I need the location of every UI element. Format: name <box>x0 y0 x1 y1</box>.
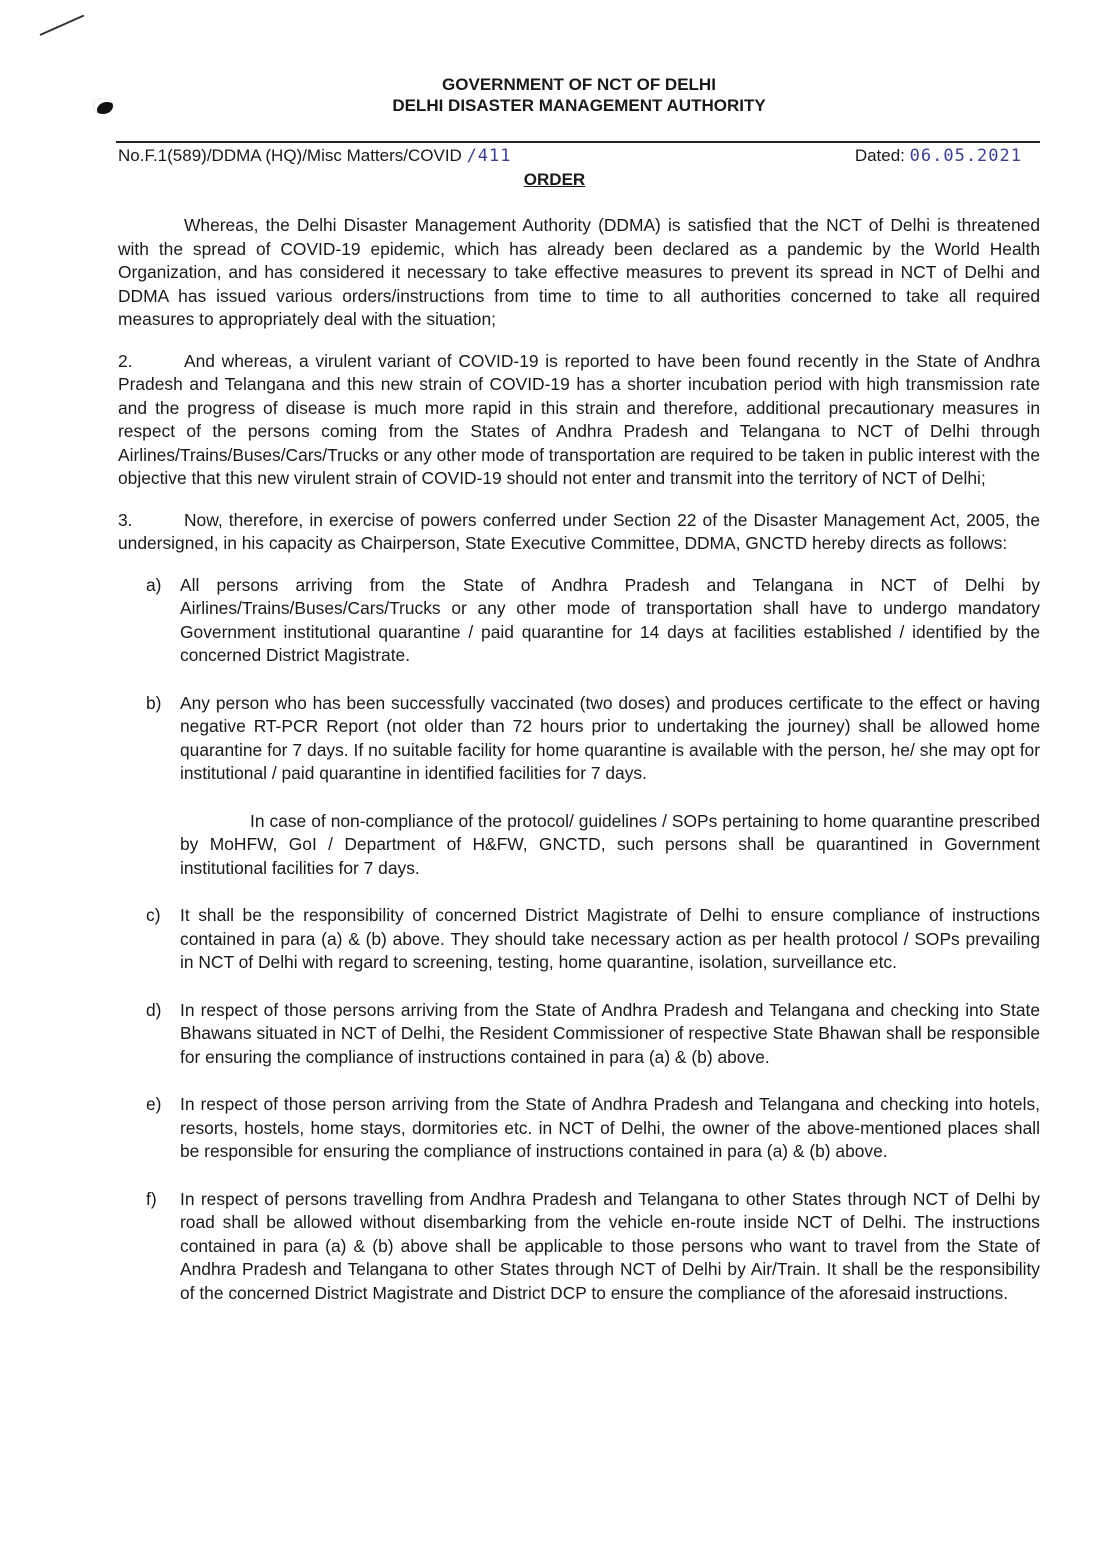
item-text: All persons arriving from the State of Andhra Pradesh and Telangana in NCT of Delhi by Airlines/Trains/Buses/Cars/Trucks or any other mode of transportation shall have to undergo mandatory Government institutional quarantine / paid quarantine for 14 days at facilities established / identified by the concerned District Magistrate. <box>180 574 1040 665</box>
paragraph-2 <box>118 350 1040 491</box>
handwritten-number: /411 <box>466 146 512 166</box>
list-item <box>118 1093 1040 1164</box>
item-text: It shall be the responsibility of concerned District Magistrate of Delhi to ensure compliance of instructions contained in para (a) & (b) above. They should take necessary action as per health protocol / SOPs prevailing in NCT of Delhi with regard to screening, testing, home quarantine, isolation, surveillance etc. <box>180 905 1040 972</box>
dated-label: Dated: <box>854 146 905 165</box>
header-divider <box>116 141 1040 143</box>
punch-hole-icon <box>93 98 113 114</box>
item-label: d) <box>146 999 162 1020</box>
list-item <box>118 574 1040 668</box>
list-item <box>118 904 1040 975</box>
paragraph-3-number: 3. <box>118 509 133 530</box>
letterhead <box>118 74 1040 116</box>
government-title: GOVERNMENT OF NCT OF DELHI <box>442 75 716 94</box>
paragraph-3-text: Now, therefore, in exercise of powers conferred under Section 22 of the Disaster Management Act, 2005, the undersigned, in his capacity as Chairperson, State Executive Committee, DDMA, GNCTD hereby directs as follows: <box>118 509 1040 553</box>
file-number <box>118 146 512 166</box>
item-label: f) <box>146 1188 157 1209</box>
paragraph-1: Whereas, the Delhi Disaster Management Authority (DDMA) is satisfied that the NCT of Delhi is threatened with the spread of COVID-19 epidemic, which has already been declared as a pandemic by the World Health Organization, and has considered it necessary to take effective measures to prevent its spread in NCT of Delhi and DDMA has issued various orders/instructions from time to time to all authorities concerned to take all required measures to appropriately deal with the situation; <box>118 215 1040 329</box>
item-label: e) <box>146 1094 162 1114</box>
order-body <box>118 214 1040 1329</box>
reference-line <box>118 146 1040 170</box>
item-label: c) <box>146 905 161 925</box>
paragraph-2-text: And whereas, a virulent variant of COVID-19 is reported to have been found recently in the State of Andhra Pradesh and Telangana and this new strain of COVID-19 has a shorter incubation period with high transmission rate and the progress of disease is much more rapid in this strain and therefore, additional precautionary measures in respect of the persons coming from the States of Andhra Pradesh and Telangana to NCT of Delhi through Airlines/Trains/Buses/Cars/Trucks or any other mode of transportation are required to be taken in public interest with the objective that this new virulent strain of COVID-19 should not enter and transmit into the territory of NCT of Delhi; <box>118 350 1040 488</box>
item-text: Any person who has been successfully vaccinated (two doses) and produces certificate to the effect or having negative RT-PCR Report (not older than 72 hours prior to undertaking the journey) shall be allowed home quarantine for 7 days. If no suitable facility for home quarantine is available with the person, he/ she may opt for institutional / paid quarantine in identified facilities for 7 days. <box>180 692 1040 783</box>
list-item <box>118 692 1040 881</box>
item-text: In respect of those persons arriving from the State of Andhra Pradesh and Telangana and checking into State Bhawans situated in NCT of Delhi, the Resident Commissioner of respective State Bhawan shall be responsible for ensuring the compliance of instructions contained in para (a) & (b) above. <box>180 999 1040 1067</box>
item-label: a) <box>146 574 162 595</box>
authority-title: DELHI DISASTER MANAGEMENT AUTHORITY <box>392 96 766 115</box>
file-number-text: No.F.1(589)/DDMA (HQ)/Misc Matters/COVID <box>118 146 462 165</box>
list-item <box>118 999 1040 1070</box>
item-subparagraph: In case of non-compliance of the protocol/ guidelines / SOPs pertaining to home quarantine prescribed by MoHFW, GoI / Department of H&FW, GNCTD, such persons shall be quarantined in Government institutional facilities for 7 days. <box>180 810 1040 878</box>
list-item <box>118 1188 1040 1306</box>
date-field <box>855 146 1022 166</box>
item-text: In respect of persons travelling from Andhra Pradesh and Telangana to other States through NCT of Delhi by road shall be allowed without disembarking from the vehicle en-route inside NCT of Delhi. The instructions contained in para (a) & (b) above shall be applicable to those persons who want to travel from the State of Andhra Pradesh and Telangana to other States through NCT of Delhi by Air/Train. It shall be the responsibility of the concerned District Magistrate and District DCP to ensure the compliance of the aforesaid instructions. <box>180 1188 1040 1303</box>
item-text: In respect of those person arriving from the State of Andhra Pradesh and Telangana and checking into hotels, resorts, hostels, home stays, dormitories etc. in NCT of Delhi, the owner of the above-mentioned places shall be responsible for ensuring the compliance of instructions contained in para (a) & (b) above. <box>180 1094 1040 1161</box>
order-title: ORDER <box>523 170 586 189</box>
directions-list <box>118 574 1040 1306</box>
paragraph-3 <box>118 509 1040 556</box>
paragraph-2-number: 2. <box>118 350 133 371</box>
pen-mark <box>40 15 85 36</box>
handwritten-date: 06.05.2021 <box>909 146 1022 166</box>
item-label: b) <box>146 692 162 713</box>
